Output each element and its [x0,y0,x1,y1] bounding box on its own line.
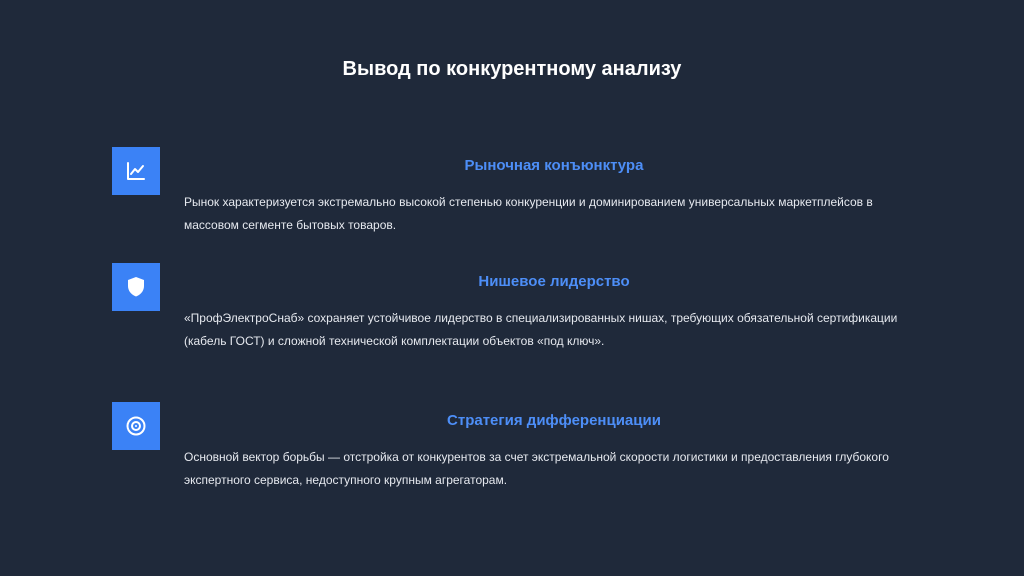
niche-heading: Нишевое лидерство [478,273,630,290]
market-heading: Рыночная конъюнктура [464,157,644,174]
strategy-heading: Стратегия дифференциации [447,412,661,429]
target-icon [112,402,160,450]
niche-text: «ПрофЭлектроСнаб» сохраняет устойчивое лидерство в специализированных нишах, требующих обязательной сертификации (кабель ГОСТ) и сложной технической комплектации объектов «под ключ». [184,311,898,348]
chart-line-icon [112,147,160,195]
page-title: Вывод по конкурентному анализу [342,58,682,80]
shield-icon [112,263,160,311]
market-text: Рынок характеризуется экстремально высокой степенью конкуренции и доминированием универсальных маркетплейсов в массовом сегменте бытовых товаров. [184,195,873,232]
strategy-text: Основной вектор борьбы — отстройка от конкурентов за счет экстремальной скорости логистики и предоставления глубокого экспертного сервиса, недоступного крупным агрегаторам. [184,450,889,487]
